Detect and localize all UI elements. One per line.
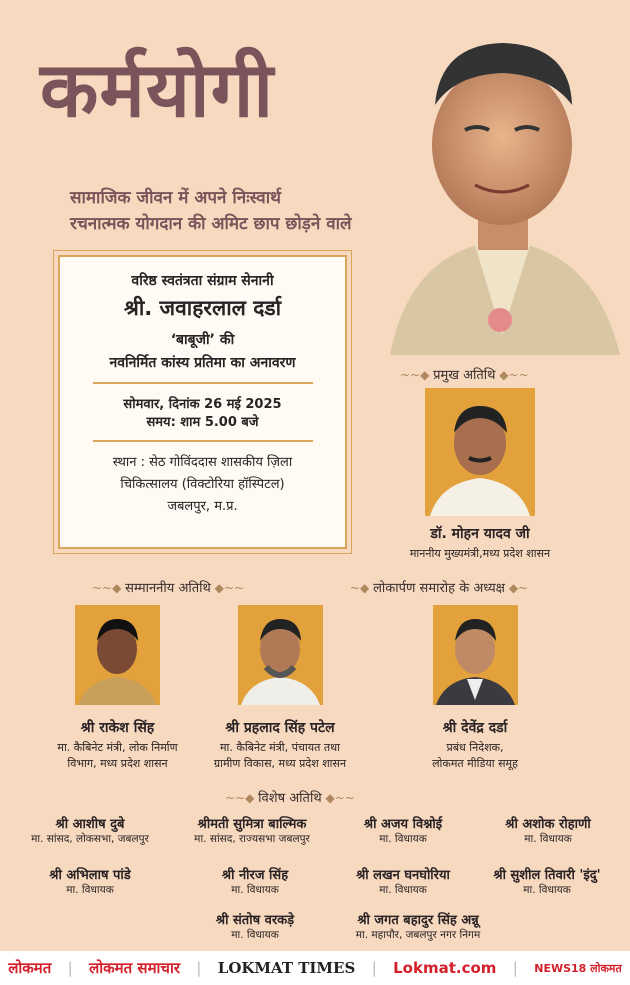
event-line-1: वरिष्ठ स्वतंत्रता संग्राम सेनानी — [131, 273, 274, 289]
babuji-portrait — [380, 35, 625, 355]
page-title: कर्मयोगी — [40, 45, 275, 134]
honoured-heading-label: सम्माननीय अतिथि — [125, 581, 211, 596]
special-guest-designation: मा. विधायक — [379, 884, 427, 896]
special-heading-label: विशेष अतिथि — [258, 791, 322, 806]
special-guest-name: श्री नीरज सिंह — [221, 868, 289, 883]
lokmat-times-word-1: LOKMAT — [217, 959, 294, 977]
ornament-icon: ~~◆ — [400, 368, 434, 382]
event-line-4: नवनिर्मित कांस्य प्रतिमा का अनावरण — [109, 355, 296, 371]
person-photo-icon — [75, 605, 160, 705]
footer-brands — [0, 951, 630, 985]
guest-designation-3-line-2: लोकमत मीडिया समूह — [432, 757, 518, 770]
ornament-icon: ~~◆ — [92, 581, 126, 595]
tagline — [70, 185, 352, 237]
special-guest — [180, 865, 330, 897]
guest-photo-3 — [433, 605, 518, 705]
president-heading-label: लोकार्पण समारोह के अध्यक्ष — [373, 581, 506, 596]
separator: | — [196, 959, 202, 977]
special-guest — [472, 865, 622, 897]
special-guest-name: श्री लखन घनघोरिया — [356, 868, 450, 883]
news18-lokmat-logo: NEWS18 लोकमत — [534, 961, 622, 975]
guest-designation-1-line-2: विभाग, मध्य प्रदेश शासन — [67, 757, 168, 770]
chief-guest-heading — [400, 365, 529, 383]
special-guest-designation: मा. महापौर, जबलपुर नगर निगम — [355, 929, 481, 941]
lokmat-logo: लोकमत — [8, 959, 52, 977]
person-photo-icon — [238, 605, 323, 705]
person-photo-icon — [425, 388, 535, 516]
event-line-3: ‘बाबूजी’ की — [170, 332, 235, 348]
special-guest-designation: मा. विधायक — [379, 833, 427, 845]
guest-photo-1 — [75, 605, 160, 705]
special-guest — [15, 865, 165, 897]
special-guest — [318, 910, 518, 942]
tagline-line-1: सामाजिक जीवन में अपने निःस्वार्थ — [70, 188, 281, 208]
special-guest-name: श्री अशोक रोहाणी — [505, 817, 591, 832]
ornament-icon: ◆~~ — [321, 791, 355, 805]
special-guest-designation: मा. विधायक — [231, 884, 279, 896]
ornament-icon: ~~◆ — [225, 791, 259, 805]
event-person-name: श्री. जवाहरलाल दर्डा — [123, 296, 282, 320]
guest-designation-3-line-1: प्रबंध निदेशक, — [446, 741, 504, 754]
special-heading — [225, 788, 355, 806]
ornament-icon: ◆~~ — [495, 368, 529, 382]
guest-designation-3 — [400, 740, 550, 772]
ornament-icon: ◆~~ — [210, 581, 244, 595]
lokmat-samachar-logo: लोकमत समाचार — [89, 959, 180, 977]
event-time: समय: शाम 5.00 बजे — [146, 415, 259, 430]
special-guest-name: श्री अजय विश्नोई — [363, 817, 443, 832]
special-guest-designation: मा. विधायक — [524, 833, 572, 845]
special-guest-designation: मा. सांसद, राज्यसभा जबलपुर — [194, 833, 310, 845]
separator: | — [512, 959, 518, 977]
guest-designation-1-line-1: मा. कैबिनेट मंत्री, लोक निर्माण — [57, 741, 178, 754]
ornament-icon: ~◆ — [350, 581, 374, 595]
chief-guest-designation: माननीय मुख्यमंत्री,मध्य प्रदेश शासन — [409, 547, 551, 560]
guest-name-2: श्री प्रहलाद सिंह पटेल — [225, 720, 335, 736]
ornament-icon: ◆~ — [505, 581, 529, 595]
special-guest-name: श्रीमती सुमित्रा बाल्मिक — [197, 817, 307, 832]
special-guest-designation: मा. विधायक — [231, 929, 279, 941]
separator: | — [371, 959, 377, 977]
lokmat-times-word-2: TIMES — [298, 959, 356, 977]
guest-designation-2-line-1: मा. कैबिनेट मंत्री, पंचायत तथा — [219, 741, 340, 754]
chief-guest-heading-label: प्रमुख अतिथि — [433, 368, 496, 383]
event-info-box — [58, 255, 347, 549]
guest-name-1: श्री राकेश सिंह — [80, 720, 155, 736]
special-guest — [338, 865, 468, 897]
special-guest-name: श्री अभिलाष पांडे — [49, 868, 131, 883]
special-guest-designation: मा. सांसद, लोकसभा, जबलपुर — [31, 833, 149, 845]
separator: | — [67, 959, 73, 977]
special-guest — [338, 814, 468, 846]
special-guest — [478, 814, 618, 846]
special-guest-name: श्री आशीष दुबे — [55, 817, 125, 832]
tagline-line-2: रचनात्मक योगदान की अमिट छाप छोड़ने वाले — [70, 214, 352, 234]
person-photo-icon — [433, 605, 518, 705]
special-guest-designation: मा. विधायक — [523, 884, 571, 896]
special-guest — [180, 910, 330, 942]
event-place-3: जबलपुर, म.प्र. — [167, 499, 238, 514]
special-guest-name: श्री सुशील तिवारी 'इंदु' — [493, 868, 601, 883]
divider — [93, 382, 313, 384]
special-guest-name: श्री जगत बहादुर सिंह अन्नू — [357, 913, 479, 928]
event-place-2: चिकित्सालय (विक्टोरिया हॉस्पिटल) — [120, 477, 285, 492]
guest-designation-2-line-2: ग्रामीण विकास, मध्य प्रदेश शासन — [213, 757, 347, 770]
lokmat-com-logo: Lokmat.com — [393, 959, 497, 977]
president-heading — [350, 578, 528, 596]
guest-designation-2 — [180, 740, 380, 772]
divider — [93, 440, 313, 442]
event-date: सोमवार, दिनांक 26 मई 2025 — [123, 397, 282, 412]
special-guest — [172, 814, 332, 846]
special-guest — [15, 814, 165, 846]
guest-photo-2 — [238, 605, 323, 705]
special-guest-designation: मा. विधायक — [66, 884, 114, 896]
chief-guest-name: डॉ. मोहन यादव जी — [430, 526, 530, 542]
special-guest-name: श्री संतोष वरकड़े — [215, 913, 295, 928]
honoured-heading — [92, 578, 244, 596]
event-place-1: स्थान : सेठ गोविंददास शासकीय ज़िला — [112, 455, 293, 470]
chief-guest-photo — [425, 388, 535, 516]
guest-name-3: श्री देवेंद्र दर्डा — [442, 720, 508, 736]
lokmat-times-logo — [218, 959, 356, 977]
